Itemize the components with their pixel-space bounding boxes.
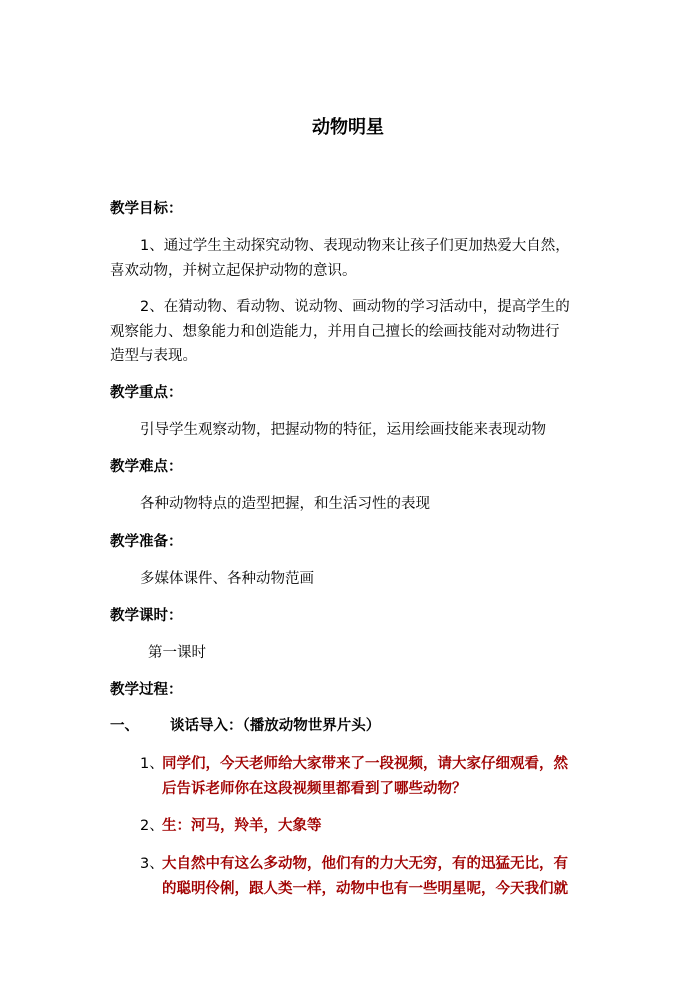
preparation-heading: 教学准备： bbox=[110, 534, 183, 550]
objective-1-line-2: 喜欢动物，并树立起保护动物的意识。 bbox=[110, 263, 357, 279]
class-hours-text: 第一课时 bbox=[148, 645, 206, 661]
objective-1-line-1: 1、通过学生主动探究动物、表现动物来让孩子们更加热爱大自然， bbox=[140, 238, 570, 254]
process-heading: 教学过程： bbox=[110, 682, 183, 698]
objective-2-line-1: 2、在猜动物、看动物、说动物、画动物的学习活动中，提高学生的 bbox=[140, 299, 570, 315]
section-1-title: 谈话导入：（播放动物世界片头） bbox=[170, 718, 381, 734]
step-3-line-2: 的聪明伶俐，跟人类一样，动物中也有一些明星呢，今天我们就 bbox=[162, 881, 568, 897]
step-2-number: 2、 bbox=[140, 818, 164, 834]
key-points-heading: 教学重点： bbox=[110, 385, 183, 401]
step-1-line-1: 同学们，今天老师给大家带来了一段视频，请大家仔细观看，然 bbox=[162, 756, 568, 772]
step-2-line-1: 生：河马，羚羊，大象等 bbox=[162, 818, 322, 834]
step-3-line-1: 大自然中有这么多动物，他们有的力大无穷，有的迅猛无比，有 bbox=[162, 856, 568, 872]
document-title: 动物明星 bbox=[312, 117, 384, 138]
preparation-text: 多媒体课件、各种动物范画 bbox=[140, 571, 314, 587]
difficulties-text: 各种动物特点的造型把握，和生活习性的表现 bbox=[140, 496, 430, 512]
step-1-line-2: 后告诉老师你在这段视频里都看到了哪些动物？ bbox=[162, 781, 467, 797]
objective-2-line-3: 造型与表现。 bbox=[110, 348, 197, 364]
class-hours-heading: 教学课时： bbox=[110, 608, 183, 624]
step-3-number: 3、 bbox=[140, 856, 164, 872]
section-1-number: 一、 bbox=[110, 718, 139, 734]
key-points-text: 引导学生观察动物，把握动物的特征，运用绘画技能来表现动物 bbox=[140, 422, 546, 438]
objective-2-line-2: 观察能力、想象能力和创造能力，并用自己擅长的绘画技能对动物进行 bbox=[110, 324, 560, 340]
objectives-heading: 教学目标： bbox=[110, 201, 183, 217]
difficulties-heading: 教学难点： bbox=[110, 459, 183, 475]
step-1-number: 1、 bbox=[140, 756, 164, 772]
